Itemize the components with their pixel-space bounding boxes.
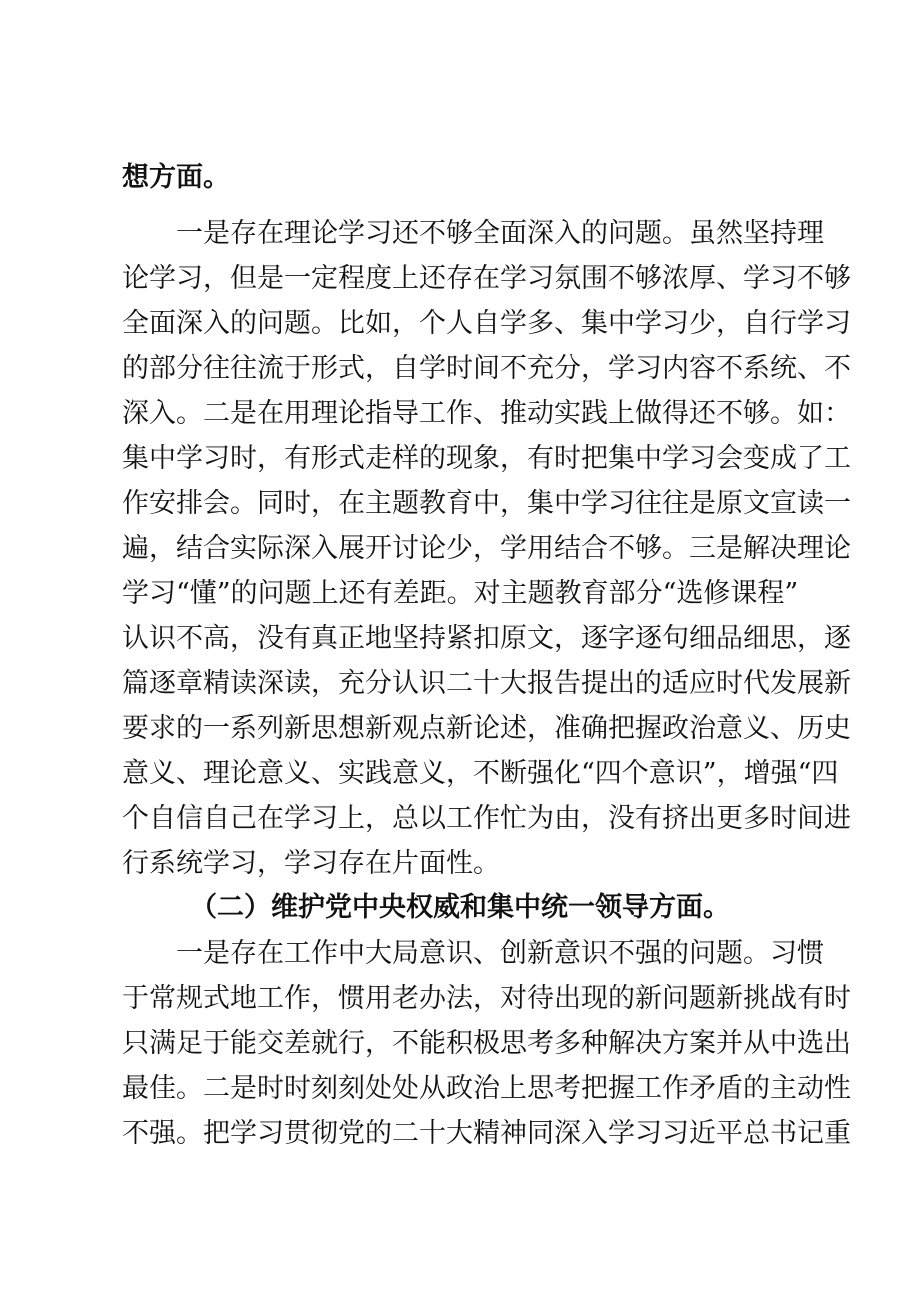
paragraph-line: 深入。二是在用理论指导工作、推动实践上做得还不够。如：: [122, 398, 851, 429]
paragraph-line: 意义、理论意义、实践意义，不断强化“四个意识”，增强“四: [122, 758, 839, 789]
paragraph-line: 个自信自己在学习上，总以工作忙为由，没有挤出更多时间进: [122, 803, 851, 834]
paragraph-line: 行系统学习，学习存在片面性。: [122, 848, 500, 879]
paragraph-line: 论学习，但是一定程度上还存在学习氛围不够浓厚、学习不够: [122, 263, 851, 294]
paragraph-line: 遍，结合实际深入展开讨论少，学用结合不够。三是解决理论: [122, 533, 851, 564]
paragraph-line: 不强。把学习贯彻党的二十大精神同深入学习习近平总书记重: [122, 1118, 851, 1149]
paragraph-line: 要求的一系列新思想新观点新论述，准确把握政治意义、历史: [122, 713, 851, 744]
section-continuation-heading: 想方面。: [122, 162, 230, 193]
section-heading: （二）维护党中央权威和集中统一领导方面。: [190, 892, 730, 923]
paragraph-line: 的部分往往流于形式，自学时间不充分，学习内容不系统、不: [122, 353, 851, 384]
paragraph-line: 一是存在工作中大局意识、创新意识不强的问题。习惯: [176, 938, 824, 969]
paragraph-line: 于常规式地工作，惯用老办法，对待出现的新问题新挑战有时: [122, 983, 851, 1014]
paragraph-line: 集中学习时，有形式走样的现象，有时把集中学习会变成了工: [122, 443, 851, 474]
paragraph-line: 只满足于能交差就行，不能积极思考多种解决方案并从中选出: [122, 1028, 851, 1059]
paragraph-line: 认识不高，没有真正地坚持紧扣原文，逐字逐句细品细思，逐: [122, 623, 851, 654]
paragraph-line: 篇逐章精读深读，充分认识二十大报告提出的适应时代发展新: [122, 668, 851, 699]
paragraph-line: 作安排会。同时，在主题教育中，集中学习往往是原文宣读一: [122, 488, 851, 519]
paragraph-line: 最佳。二是时时刻刻处处从政治上思考把握工作矛盾的主动性: [122, 1073, 851, 1104]
paragraph-line: 全面深入的问题。比如，个人自学多、集中学习少，自行学习: [122, 308, 851, 339]
paragraph-line: 一是存在理论学习还不够全面深入的问题。虽然坚持理: [176, 218, 824, 249]
paragraph-line: 学习“懂”的问题上还有差距。对主题教育部分“选修课程”: [122, 578, 799, 609]
